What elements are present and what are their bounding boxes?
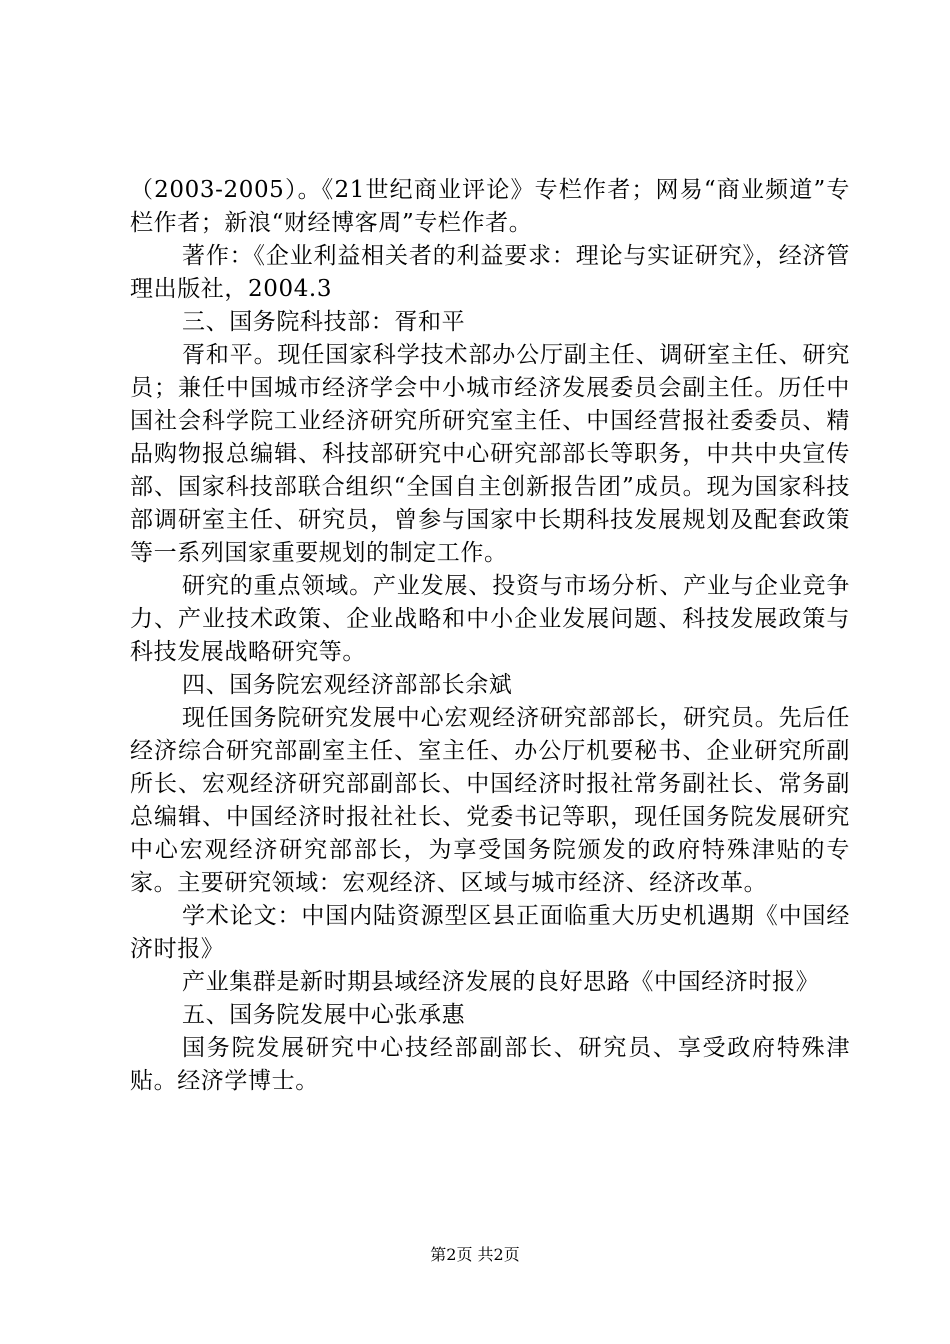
section-heading-5: 五、国务院发展中心张承惠 xyxy=(182,1002,466,1028)
paragraph-columnist: （2003-2005）。《21世纪商业评论》专栏作者；网易“商业频道”专栏作者；新浪“财经博客周”专栏作者。 xyxy=(130,177,850,236)
page-footer: 第2页 共2页 xyxy=(430,1245,520,1264)
paragraph-academic-paper: 学术论文：中国内陆资源型区县正面临重大历史机遇期《中国经济时报》 xyxy=(130,903,850,962)
paragraph-zhang-chenghui-bio: 国务院发展研究中心技经部副部长、研究员、享受政府特殊津贴。经济学博士。 xyxy=(130,1035,850,1094)
paragraph-publications: 著作：《企业利益相关者的利益要求：理论与实证研究》，经济管理出版社，2004.3 xyxy=(130,243,850,302)
section-heading-4: 四、国务院宏观经济部部长余斌 xyxy=(182,672,513,698)
paragraph-industrial-cluster: 产业集群是新时期县域经济发展的良好思路《中国经济时报》 xyxy=(182,969,820,995)
paragraph-yu-bin-bio: 现任国务院研究发展中心宏观经济研究部部长，研究员。先后任经济综合研究部副室主任、室主任、办公厅机要秘书、企业研究所副所长、宏观经济研究部副部长、中国经济时报社常务副社长、常务副总编辑、中国经济时报社社长、党委书记等职，现任国务院发展研究中心宏观经济研究部部长，为享受国务院颁发的政府特殊津贴的专家。主要研究领域：宏观经济、区域与城市经济、经济改革。 xyxy=(130,705,850,896)
document-body xyxy=(130,174,850,1098)
paragraph-research-fields: 研究的重点领域。产业发展、投资与市场分析、产业与企业竞争力、产业技术政策、企业战略和中小企业发展问题、科技发展政策与科技发展战略研究等。 xyxy=(130,573,850,665)
section-heading-3: 三、国务院科技部：胥和平 xyxy=(182,309,466,335)
paragraph-xu-heping-bio: 胥和平。现任国家科学技术部办公厅副主任、调研室主任、研究员；兼任中国城市经济学会中小城市经济发展委员会副主任。历任中国社会科学院工业经济研究所研究室主任、中国经营报社委委员、精品购物报总编辑、科技部研究中心研究部部长等职务，中共中央宣传部、国家科技部联合组织“全国自主创新报告团”成员。现为国家科技部调研室主任、研究员，曾参与国家中长期科技发展规划及配套政策等一系列国家重要规划的制定工作。 xyxy=(130,342,850,566)
